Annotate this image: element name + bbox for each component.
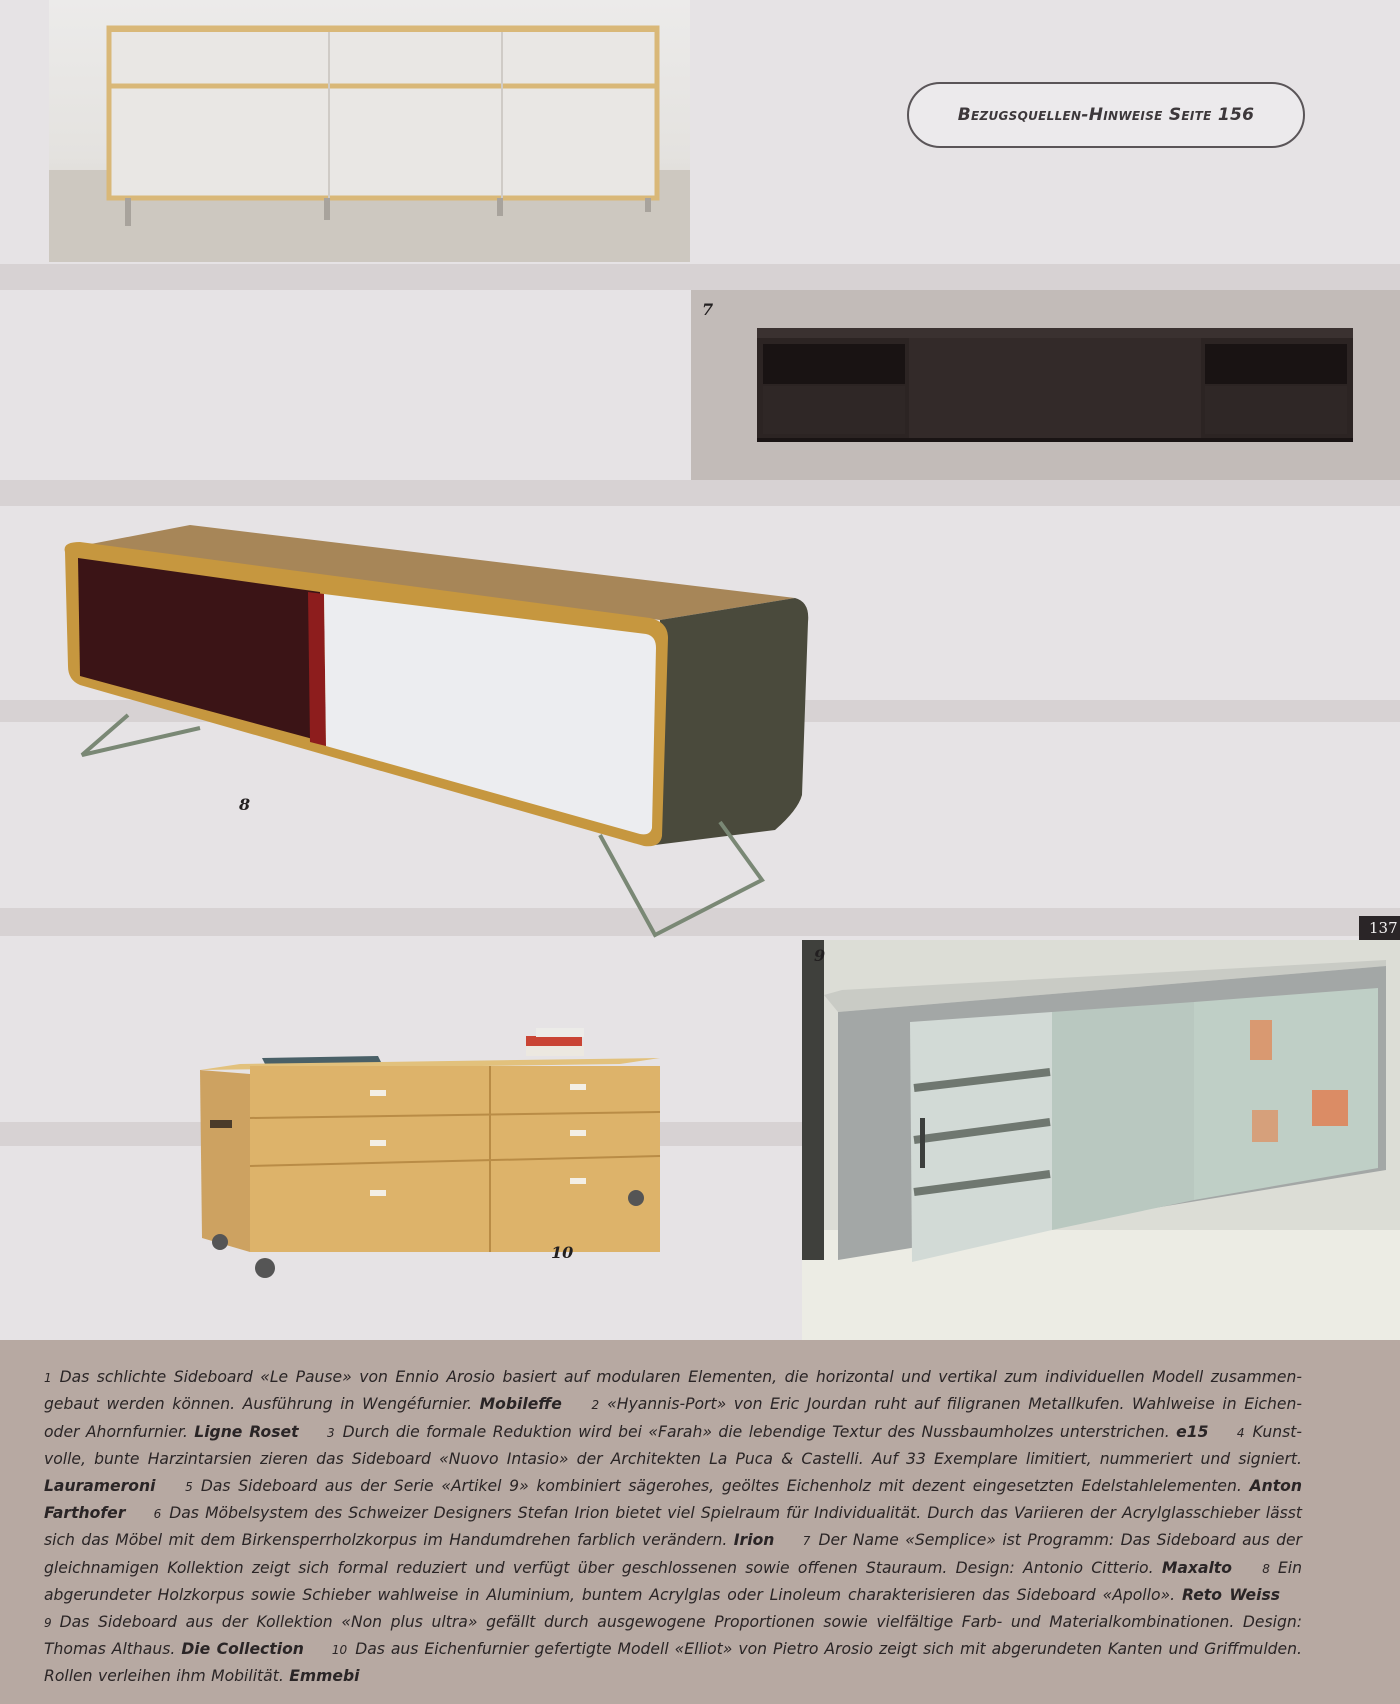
photo-sideboard-8-apollo (40, 510, 820, 950)
caption-number: 5 (185, 1479, 193, 1494)
caption-number: 2 (591, 1398, 600, 1413)
caption-number: 7 (802, 1534, 811, 1549)
caption-number: 4 (1236, 1425, 1245, 1440)
caption-number: 1 (44, 1371, 52, 1385)
caption-text-item: Kunstvolle, bunte Harzintarsien zieren das Sideboard «Nuovo Intasio» der Architekten La Puca & Castelli. Auf 33 Exemplare limitiert, nummeriert und signiert. (44, 1422, 1302, 1469)
caption-text-item: Durch die formale Reduktion wird bei «Farah» die lebendige Textur des Nussbaumholzes unterstrichen. (342, 1422, 1170, 1441)
caption-number: 10 (331, 1643, 348, 1658)
caption-text-item: Das schlichte Sideboard «Le Pause» von Ennio Arosio basiert auf modularen Elementen, die horizontal und vertikal zum individuellen Modell zusammengebaut werden können. Ausführung in Wengéfurnier. (44, 1368, 1302, 1414)
photo-sideboard-7-dark (691, 290, 1400, 480)
caption-number: 3 (327, 1425, 335, 1440)
caption-text-item: Das aus Eichenfurnier gefertigte Modell «Elliot» von Pietro Arosio zeigt sich mit abgerundeten Kanten und Griffmulden. Rollen verleihen ihm Mobilität. (44, 1640, 1302, 1686)
caption-number: 9 (44, 1615, 52, 1630)
caption-text-item: Der Name «Semplice» ist Programm: Das Sideboard aus der gleichnamigen Kollektion zeigt sich formal reduziert und verfügt über geschlossenen sowie offenen Stauraum. Design: Antonio Citterio. (44, 1531, 1302, 1577)
caption-text-item: Das Sideboard aus der Serie «Artikel 9» kombiniert sägerohes, geöltes Eichenholz mit dezent eingesetzten Edelstahlelementen. (200, 1476, 1242, 1495)
caption-text-item: Ein abgerundeter Holzkorpus sowie Schieber wahlweise in Aluminium, buntem Acrylglas oder Linoleum charakterisieren das Sideboard «Apollo». (44, 1558, 1302, 1605)
caption-source: Die Collection (181, 1640, 304, 1659)
reference-badge: Bezugsquellen-Hinweise Seite 156 (907, 82, 1305, 148)
caption-number: 6 (153, 1507, 162, 1522)
figure-number-8: 8 (239, 795, 251, 814)
figure-number-10: 10 (551, 1243, 574, 1262)
photo-sideboard-10-elliot (190, 1020, 670, 1320)
caption-source: Irion (733, 1531, 775, 1550)
page-number: 137 (1359, 916, 1400, 940)
caption-source: Reto Weiss (1182, 1586, 1281, 1605)
caption-number: 8 (1262, 1561, 1270, 1576)
figure-number-9: 9 (814, 946, 826, 965)
caption-source: e15 (1176, 1422, 1209, 1441)
background-band (0, 264, 1400, 290)
caption-source: Maxalto (1161, 1558, 1232, 1577)
caption-text-item: «Hyannis-Port» von Eric Jourdan ruht auf filigranen Metallkufen. Wahlweise in Eichen- oder Ahornfurnier. (44, 1395, 1302, 1441)
background-band (0, 480, 1400, 506)
caption-text-item: Das Möbelsystem des Schweizer Designers Stefan Irion bietet viel Spielraum für Individualität. Durch das Variieren der Acrylglasschieber lässt sich das Möbel mit dem Birkensperrholzkorpus im Handumdrehen farblich verändern. (44, 1504, 1302, 1550)
caption-source: Laurameroni (44, 1476, 156, 1495)
photo-sideboard-white-modular (49, 0, 690, 262)
caption-text-item: Das Sideboard aus der Kollektion «Non plus ultra» gefällt durch ausgewogene Proportionen sowie vielfältige Farb- und Materialkombinationen. Design: Thomas Althaus. (44, 1612, 1302, 1659)
caption-text (44, 1364, 1302, 1690)
figure-number-7: 7 (702, 300, 714, 319)
caption-source: Emmebi (289, 1667, 360, 1686)
photo-sideboard-9-nonplusultra (802, 940, 1400, 1340)
caption-source: Mobileffe (479, 1395, 562, 1414)
caption-source: Anton Farthofer (44, 1476, 1303, 1523)
caption-source: Ligne Roset (194, 1422, 299, 1441)
